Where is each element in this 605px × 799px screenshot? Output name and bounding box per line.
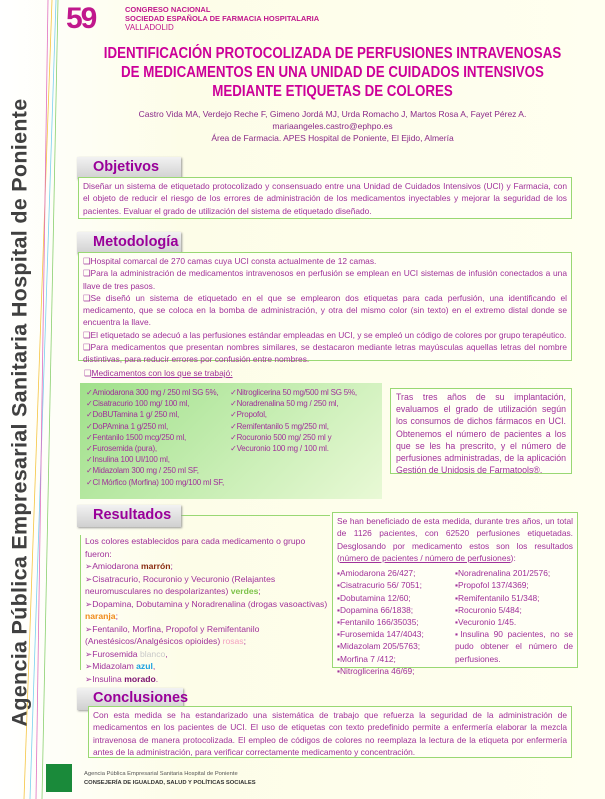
metodologia-item-text: El etiquetado se adecuó a las perfusiones estándar empleadas en UCI, y se empleó un código de colores por grupo terapéutico. bbox=[90, 329, 567, 340]
color-item: ➢Dopamina, Dobutamina y Noradrenalina (drogas vasoactivas) naranja; bbox=[85, 598, 328, 621]
title-line: DE MEDICAMENTOS EN UNA UNIDAD DE CUIDADOS INTENSIVOS bbox=[121, 64, 544, 81]
congress-logo: 59 bbox=[66, 2, 96, 35]
medicamentos-label-text: Medicamentos con los que se trabajó: bbox=[91, 368, 233, 378]
medication-item: ✓Fentanilo 1500 mcg/250 ml, bbox=[86, 432, 187, 442]
medication-name: Insulina 100 UI/100 ml, bbox=[92, 455, 170, 465]
result-text: Noradrenalina 201/2576; bbox=[457, 568, 551, 579]
result-item: ▪Amiodarona 26/427; bbox=[337, 568, 416, 579]
color-name: morado bbox=[124, 673, 156, 684]
result-item: ▪Dopamina 66/1838; bbox=[337, 604, 414, 615]
color-item-drugs: Midazolam bbox=[92, 661, 137, 671]
results-box bbox=[332, 512, 578, 676]
medication-item: ✓Insulina 100 UI/100 ml, bbox=[86, 455, 170, 465]
medication-name: Amiodarona 300 mg / 250 ml SG 5%, bbox=[92, 388, 219, 397]
color-item-drugs: Cisatracurio, Rocuronio y Vecuronio (Relajantes neuromusculares no despolarizantes) bbox=[85, 573, 276, 596]
result-text: Rocuronio 5/484; bbox=[457, 604, 522, 615]
result-text: Midazolam 205/5763; bbox=[339, 641, 421, 652]
result-text: Amiodarona 26/427; bbox=[339, 568, 416, 579]
color-name: rosas bbox=[222, 636, 244, 646]
medication-item: ✓Vecuronio 100 mg / 100 ml. bbox=[230, 444, 329, 454]
medication-name: Propofol, bbox=[236, 410, 267, 420]
medication-name: Vecuronio 100 mg / 100 ml. bbox=[236, 444, 329, 454]
color-codes bbox=[80, 535, 332, 684]
medication-name: Nitroglicerina 50 mg/500 ml SG 5%, bbox=[236, 388, 357, 397]
medication-name: Remifentanilo 5 mg/250 ml, bbox=[236, 421, 329, 431]
color-intro: Los colores establecidos para cada medicamento o grupo fueron: bbox=[85, 536, 306, 559]
email: mariaangeles.castro@ephpo.es bbox=[272, 121, 393, 131]
result-text: Remifentanilo 51/348; bbox=[457, 592, 540, 603]
medication-item: ✓Amiodarona 300 mg / 250 ml SG 5%, bbox=[86, 388, 219, 397]
result-item: ▪Rocuronio 5/484; bbox=[455, 604, 522, 615]
resultados-heading: Resultados bbox=[77, 505, 181, 527]
result-text: Cisatracurio 56/ 7051; bbox=[339, 580, 422, 591]
result-item: ▪Fentanilo 166/35035; bbox=[337, 617, 419, 627]
result-text: Vecuronio 1/45. bbox=[457, 617, 517, 627]
summary-text: Se han beneficiado de esta medida, durante tres años, un total de 1126 pacientes, con 62520 perfusiones etiquetadas. Desglosando por medicamento estos son los resultados ( bbox=[337, 516, 573, 563]
result-item: ▪Noradrenalina 201/2576; bbox=[455, 568, 551, 579]
color-item-end: , bbox=[165, 648, 168, 659]
result-item: ▪Propofol 137/4369; bbox=[455, 580, 529, 591]
title-line: MEDIANTE ETIQUETAS DE COLORES bbox=[212, 83, 453, 100]
result-item: ▪Vecuronio 1/45. bbox=[455, 617, 517, 627]
congress-line1: CONGRESO NACIONAL bbox=[125, 5, 211, 14]
result-text: Insulina 90 pacientes, no se pudo obtener el número de perfusiones. bbox=[455, 629, 573, 664]
congress-city: VALLADOLID bbox=[125, 23, 174, 32]
result-item: ▪Cisatracurio 56/ 7051; bbox=[337, 580, 422, 591]
color-item: ➢Cisatracurio, Rocuronio y Vecuronio (Relajantes neuromusculares no despolarizantes) verdes; bbox=[85, 573, 276, 596]
footer-line2: CONSEJERÍA DE IGUALDAD, SALUD Y POLÍTICAS SOCIALES bbox=[84, 780, 256, 786]
title-line: IDENTIFICACIÓN PROTOCOLIZADA DE PERFUSIONES INTRAVENOSAS bbox=[103, 45, 562, 62]
results-summary bbox=[337, 515, 573, 564]
metodologia-item: ❑Para medicamentos que presentan nombres similares, se destacaron mediante letras mayúsculas aquellas letras del nombre distintivas, para reducir errores por confusión entre nombres. bbox=[83, 342, 567, 365]
medication-item: ✓DoBUTamina 1 g/ 250 ml, bbox=[86, 410, 180, 420]
result-text: Propofol 137/4369; bbox=[457, 580, 529, 591]
medication-name: Cl Mórfico (Morfina) 100 mg/100 ml SF, bbox=[92, 477, 225, 487]
divider bbox=[180, 515, 330, 516]
objetivos-text: Diseñar un sistema de etiquetado protocolizado y consensuado entre una Unidad de Cuidados Intensivos (UCI) y Farmacia, con el objeto de reducir el riesgo de los errores de administración de los medicamentos inyectables y mejorar la seguridad de los pacientes. Evaluar el grado de utilización del sistema de etiquetado diseñado. bbox=[83, 181, 567, 216]
color-name: marrón bbox=[140, 561, 171, 571]
color-name: naranja bbox=[85, 611, 116, 621]
color-item-drugs: Dopamina, Dobutamina y Noradrenalina (drogas vasoactivas) bbox=[92, 598, 328, 609]
color-name: blanco bbox=[139, 648, 166, 659]
color-item-end: ; bbox=[258, 586, 261, 596]
conclusiones-box bbox=[88, 706, 572, 758]
congress-line2: SOCIEDAD ESPAÑOLA DE FARMACIA HOSPITALARIA bbox=[125, 14, 320, 23]
medication-item: ✓Midazolam 300 mg / 250 ml SF, bbox=[86, 466, 199, 476]
metodologia-item-text: Para la administración de medicamentos intravenosos en perfusión se emplean en UCI sistemas de infusión conectados a una llave de tres pasos. bbox=[83, 268, 567, 291]
color-item-end: , bbox=[152, 661, 156, 671]
color-item-end: ; bbox=[115, 611, 118, 621]
metodologia-box bbox=[78, 252, 572, 365]
color-item: ➢Midazolam azul, bbox=[85, 661, 156, 671]
congress-header bbox=[125, 5, 319, 32]
metodologia-item: ❑El etiquetado se adecuó a las perfusiones estándar empleadas en UCI, y se empleó un código de colores por grupo terapéutico. bbox=[83, 329, 567, 340]
medication-name: Furosemida (pura), bbox=[92, 444, 157, 454]
color-item: ➢Furosemida blanco, bbox=[85, 648, 168, 659]
result-text: Morfina 7 /412; bbox=[339, 653, 396, 664]
color-name: verdes bbox=[230, 586, 259, 596]
medication-name: Midazolam 300 mg / 250 ml SF, bbox=[92, 466, 199, 476]
result-text: Furosemida 147/4043; bbox=[339, 629, 424, 640]
color-item: ➢Amiodarona marrón; bbox=[85, 561, 173, 571]
metodologia-item: ❑Se diseñó un sistema de etiquetado en el que se emplearon dos etiquetas para cada perfusión, una identificando el medicamento, que se coloca en la bomba de administración, y otra del mismo color (sin texto) en el extremo distal donde se encuentra la llave. bbox=[83, 292, 567, 328]
medication-item: ✓Noradrenalina 50 mg / 250 ml, bbox=[230, 399, 339, 409]
color-name: azul bbox=[136, 661, 153, 671]
medication-item: ✓Nitroglicerina 50 mg/500 ml SG 5%, bbox=[230, 388, 357, 397]
result-text: Nitroglicerina 46/69; bbox=[339, 665, 415, 676]
sidebar-institution-text: Agencia Pública Empresarial Sanitaria Hospital de Poniente bbox=[7, 98, 32, 727]
metodologia-item-text: Para medicamentos que presentan nombres similares, se destacaron mediante letras mayúsculas aquellas letras del nombre distintivas, para reducir errores por confusión entre nombres. bbox=[83, 342, 567, 365]
result-item: ▪Nitroglicerina 46/69; bbox=[337, 665, 415, 676]
medication-item: ✓Cisatracurio 100 mg/ 100 ml, bbox=[86, 399, 190, 409]
authors: Castro Vida MA, Verdejo Reche F, Gimeno Jordá MJ, Urda Romacho J, Martos Rosa A, Fayet Pérez A. bbox=[138, 109, 527, 119]
result-item: ▪Furosemida 147/4043; bbox=[337, 629, 424, 640]
summary-underlined: número de pacientes / número de perfusiones bbox=[339, 552, 511, 563]
color-item-drugs: Insulina bbox=[92, 673, 125, 684]
metodologia-heading: Metodología bbox=[77, 232, 181, 254]
result-text: Fentanilo 166/35035; bbox=[339, 617, 419, 627]
result-text: Dopamina 66/1838; bbox=[339, 604, 414, 615]
color-item-drugs: Fentanilo, Morfina, Propofol y Remifentanilo (Anestésicos/Analgésicos opioides) bbox=[85, 623, 260, 646]
result-item: ▪Remifentanilo 51/348; bbox=[455, 592, 540, 603]
result-text: Dobutamina 12/60; bbox=[339, 592, 411, 603]
footer-line1: Agencia Pública Empresarial Sanitaria Hospital de Poniente bbox=[84, 771, 238, 777]
metodologia-item: ❑Para la administración de medicamentos intravenosos en perfusión se emplean en UCI sistemas de infusión conectados a una llave de tres pasos. bbox=[83, 268, 567, 291]
summary-end: ): bbox=[510, 552, 516, 563]
color-item-end: . bbox=[155, 673, 159, 684]
medication-item: ✓DoPAmina 1 g/250 ml, bbox=[86, 421, 168, 431]
affiliation: Área de Farmacia. APES Hospital de Poniente, El Ejido, Almería bbox=[211, 133, 454, 143]
medication-item: ✓Rocuronio 500 mg/ 250 ml y bbox=[230, 432, 332, 442]
conclusiones-heading: Conclusiones bbox=[77, 688, 183, 710]
poster-title bbox=[98, 44, 567, 101]
medication-item: ✓Furosemida (pura), bbox=[86, 444, 157, 454]
result-item: ▪Insulina 90 pacientes, no se pudo obtener el número de perfusiones. bbox=[455, 629, 573, 664]
result-item: ▪Midazolam 205/5763; bbox=[337, 641, 421, 652]
medication-name: DoBUTamina 1 g/ 250 ml, bbox=[92, 410, 180, 420]
color-item-drugs: Amiodarona bbox=[92, 561, 141, 571]
metodologia-item-text: Se diseñó un sistema de etiquetado en el que se emplearon dos etiquetas para cada perfusión, una identificando el medicamento, que se coloca en la bomba de administración, y otra del mismo color (sin texto) en el extremo distal donde se encuentra la llave. bbox=[83, 292, 567, 328]
medication-name: Cisatracurio 100 mg/ 100 ml, bbox=[92, 399, 190, 409]
evaluation-text: Tras tres años de su implantación, evaluamos el grado de utilización según los consumos de dichos fármacos en UCI. Obtenemos el número de pacientes a los que se les ha prescrito, y el número de perfusiones administradas, de la aplicación Gestión de Unidosis de Farmatools®. bbox=[396, 392, 566, 476]
medication-name: Fentanilo 1500 mcg/250 ml, bbox=[92, 432, 187, 442]
medicamentos-list bbox=[80, 383, 382, 499]
junta-andalucia-logo bbox=[46, 764, 72, 792]
evaluation-box bbox=[390, 388, 572, 474]
authors-block bbox=[60, 108, 605, 144]
medication-item: ✓Remifentanilo 5 mg/250 ml, bbox=[230, 421, 329, 431]
medication-name: Rocuronio 500 mg/ 250 ml y bbox=[236, 432, 332, 442]
result-item: ▪Morfina 7 /412; bbox=[337, 653, 396, 664]
conclusiones-text: Con esta medida se ha estandarizado una sistemática de trabajo que refuerza la seguridad de la administración de medicamentos en los pacientes de UCI. El uso de etiquetas con texto predefinido permite a enfermería elaborar la mezcla intravenosa de manera protocolizada. El empleo de códigos de colores no reemplaza la lectura de la etiqueta por enfermería antes de la administración, para verificar correctamente medicamento y concentración. bbox=[93, 710, 567, 757]
medicamentos-label: ❑Medicamentos con los que se trabajó: bbox=[84, 368, 233, 378]
color-item-drugs: Furosemida bbox=[92, 648, 140, 659]
color-item: ➢Fentanilo, Morfina, Propofol y Remifentanilo (Anestésicos/Analgésicos opioides) rosas; bbox=[85, 623, 260, 646]
footer bbox=[84, 770, 256, 788]
medication-name: Noradrenalina 50 mg / 250 ml, bbox=[236, 399, 339, 409]
metodologia-item-text: Hospital comarcal de 270 camas cuya UCI consta actualmente de 12 camas. bbox=[90, 256, 377, 266]
medication-item: ✓Propofol, bbox=[230, 410, 267, 420]
color-item-end: ; bbox=[170, 561, 173, 571]
objetivos-box bbox=[78, 177, 572, 219]
result-item: ▪Dobutamina 12/60; bbox=[337, 592, 411, 603]
medication-name: DoPAmina 1 g/250 ml, bbox=[92, 421, 168, 431]
color-item-end: ; bbox=[243, 636, 246, 646]
medication-item: ✓Cl Mórfico (Morfina) 100 mg/100 ml SF, bbox=[86, 477, 225, 487]
color-item: ➢Insulina morado. bbox=[85, 673, 159, 684]
metodologia-item: ❑Hospital comarcal de 270 camas cuya UCI consta actualmente de 12 camas. bbox=[83, 256, 377, 266]
objetivos-heading: Objetivos bbox=[77, 157, 181, 179]
